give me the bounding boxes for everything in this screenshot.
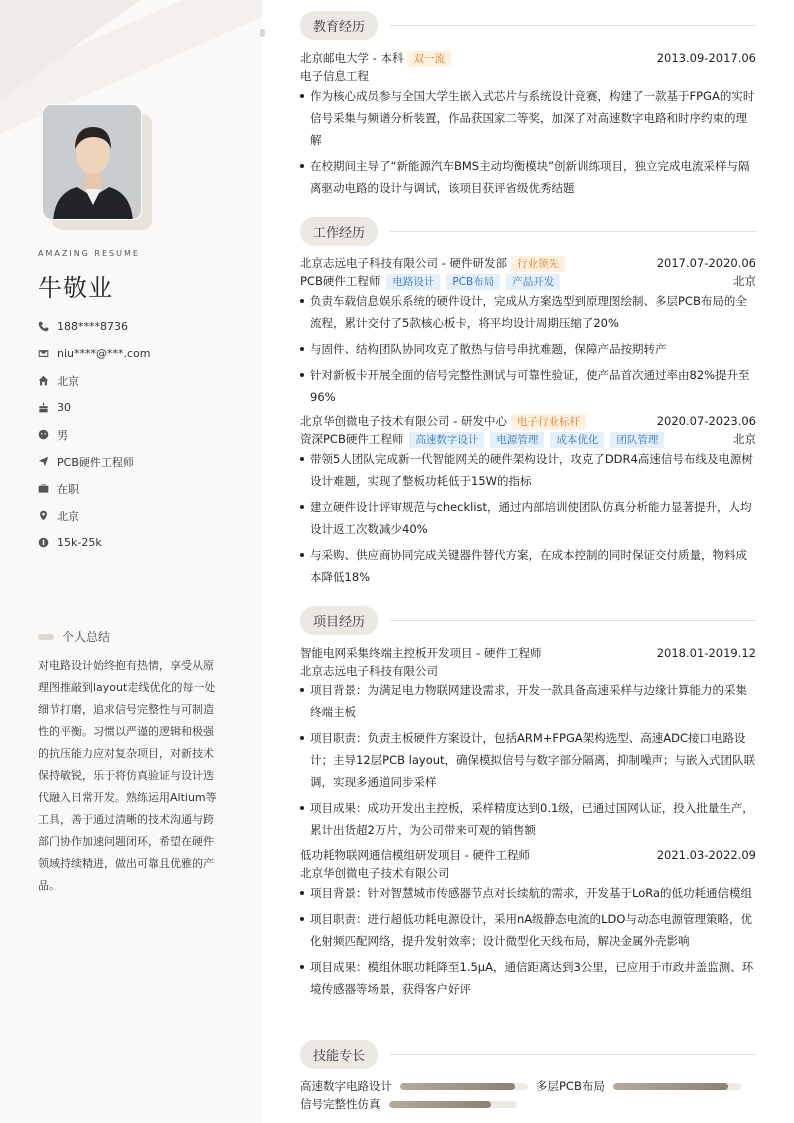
education-bullets [300,85,756,203]
skill-bar [400,1083,528,1090]
list-item: 项目成果：模组休眠功耗降至1.5μA，通信距离达到3公里，已应用于市政井盖监测、环境传感器等场景，获得客户好评 [300,956,756,1000]
list-item: 针对新板卡开展全面的信号完整性测试与可靠性验证，使产品首次通过率由82%提升至96% [300,364,756,408]
location-icon [38,510,49,521]
section-title: 教育经历 [300,11,378,40]
avatar [42,104,142,220]
job-header [300,254,756,272]
section-work [300,217,756,245]
info-status [38,475,151,502]
project-name: 智能电网采集终端主控板开发项目 - 硬件工程师 [300,646,542,660]
company-tag: 行业领先 [511,256,565,272]
job-role-row [300,430,756,448]
company-name: 北京志远电子科技有限公司 - 硬件研发部 [300,256,507,270]
candidate-name: 牛敬业 [38,274,113,302]
job-city: 北京 [733,274,756,288]
decorative-dot [260,29,265,37]
home-icon [38,375,49,386]
skill-item [300,1096,517,1112]
divider [390,25,756,26]
skill-tag: 电源管理 [490,432,544,448]
mail-icon [38,348,49,359]
skill-bar-fill [389,1101,491,1108]
decorative-triangle [0,0,140,100]
divider [390,620,756,621]
skill-tag: 成本优化 [550,432,604,448]
section-title: 项目经历 [300,606,378,635]
info-text: 北京 [57,374,79,388]
school-tag: 双一流 [407,51,451,67]
school-name: 北京邮电大学 - 本科 [300,51,404,65]
heading-bar [38,634,54,640]
project-period: 2018.01-2019.12 [656,646,756,660]
info-residence [38,367,151,394]
list-item: 在校期间主导了“新能源汽车BMS主动均衡模块”创新训练项目，独立完成电流采样与隔离驱动电路的设计与调试，该项目获评省级优秀结题 [300,155,756,199]
info-text: 男 [57,428,68,442]
job-bullets [300,290,756,412]
list-item: 与采购、供应商协同完成关键器件替代方案，在成本控制的同时保证交付质量，物料成本降低18% [300,544,756,588]
project-company: 北京志远电子科技有限公司 [300,664,438,678]
skill-bar-fill [613,1083,728,1090]
project-period: 2021.03-2022.09 [656,848,756,862]
education-header [300,49,756,67]
section-skills [300,1040,756,1068]
summary-heading [38,628,110,645]
list-item: 项目职责：负责主板硬件方案设计，包括ARM+FPGA架构选型、高速ADC接口电路设计；主导12层PCB layout，确保模拟信号与数字部分隔离，抑制噪声；与嵌入式团队联调，实现多通道同步采样 [300,727,756,793]
skill-tag: PCB布局 [446,274,500,290]
company-tag: 电子行业标杆 [511,414,586,430]
project-name: 低功耗物联网通信模组研发项目 - 硬件工程师 [300,848,530,862]
info-phone [38,313,151,340]
info-text: 15k-25k [57,536,102,549]
info-salary [38,529,151,556]
skill-tag: 电路设计 [386,274,440,290]
job-bullets [300,448,756,592]
education-period: 2013.09-2017.06 [656,51,756,65]
skill-item [536,1078,741,1094]
list-item: 项目背景：针对智慧城市传感器节点对长续航的需求，开发基于LoRa的低功耗通信模组 [300,882,756,904]
tagline: AMAZING RESUME [38,249,140,258]
list-item: 负责车载信息娱乐系统的硬件设计，完成从方案选型到原理图绘制、多层PCB布局的全流程，累计交付了5款核心板卡，将平均设计周期压缩了20% [300,290,756,334]
gender-icon [38,429,49,440]
job-period: 2020.07-2023.06 [656,414,756,428]
info-gender [38,421,151,448]
info-text: 188****8736 [57,320,128,333]
info-text: PCB硬件工程师 [57,455,134,469]
job-period: 2017.07-2020.06 [656,256,756,270]
summary-title: 个人总结 [62,630,111,644]
section-title: 技能专长 [300,1040,378,1069]
section-title: 工作经历 [300,217,378,246]
company-name: 北京华创微电子技术有限公司 - 研发中心 [300,414,507,428]
job-role: PCB硬件工程师 [300,274,381,288]
avatar-photo [43,105,142,220]
list-item: 与固件、结构团队协同攻克了散热与信号串扰难题，保障产品按期转产 [300,338,756,360]
list-item: 项目成果：成功开发出主控板，采样精度达到0.1级，已通过国网认证，投入批量生产，累计出货超2万片，为公司带来可观的销售额 [300,797,756,841]
info-text: 30 [57,401,71,414]
phone-icon [38,321,49,332]
skill-bar [613,1083,741,1090]
skill-item [300,1078,528,1094]
info-position [38,448,151,475]
briefcase-icon [38,483,49,494]
skill-bar-fill [400,1083,515,1090]
list-item: 项目背景：为满足电力物联网建设需求，开发一款具备高速采样与边缘计算能力的采集终端主板 [300,679,756,723]
project-bullets [300,882,756,1004]
skill-bar [389,1101,517,1108]
job-role: 资深PCB硬件工程师 [300,432,404,446]
info-age [38,394,151,421]
divider [390,1054,756,1055]
list-item: 项目职责：进行超低功耗电源设计，采用nA级静态电流的LDO与动态电源管理策略，优化射频匹配网络，提升发射效率；设计微型化天线布局，解决金属外壳影响 [300,908,756,952]
job-role-row [300,272,756,290]
project-bullets [300,679,756,845]
job-city: 北京 [733,432,756,446]
skill-tag: 高速数字设计 [409,432,484,448]
major: 电子信息工程 [300,69,369,83]
list-item: 带领5人团队完成新一代智能网关的硬件架构设计，攻克了DDR4高速信号布线及电源树设计难题，实现了整板功耗低于15W的指标 [300,448,756,492]
skill-name: 信号完整性仿真 [300,1097,381,1111]
divider [390,231,756,232]
info-text: 在职 [57,482,79,496]
project-header [300,846,756,864]
section-education [300,11,756,39]
skill-name: 多层PCB布局 [536,1079,605,1093]
cake-icon [38,402,49,413]
skill-name: 高速数字电路设计 [300,1079,392,1093]
salary-icon [38,537,49,548]
project-header [300,644,756,662]
contact-info [38,313,151,556]
info-email [38,340,151,367]
list-item: 作为核心成员参与全国大学生嵌入式芯片与系统设计竞赛，构建了一款基于FPGA的实时信号采集与频谱分析装置，作品获国家二等奖，加深了对高速数字电路和时序约束的理解 [300,85,756,151]
summary-text: 对电路设计始终抱有热情，享受从原理图推敲到layout走线优化的每一处细节打磨，追求信号完整性与可制造性的平衡。习惯以严谨的逻辑和极强的抗压能力应对复杂项目，对新技术保持敏锐，乐于将仿真验证与设计迭代融入日常开发。熟练运用Altium等工具，善于通过清晰的技术沟通与跨部门协作加速问题闭环，希望在硬件领域持续精进，做出可靠且优雅的产品。 [38,659,217,892]
send-icon [38,456,49,467]
skill-tag: 产品开发 [506,274,560,290]
info-text: 北京 [57,509,79,523]
skill-tag: 团队管理 [610,432,664,448]
info-text: niu****@***.com [57,347,151,360]
job-header [300,412,756,430]
list-item: 建立硬件设计评审规范与checklist，通过内部培训使团队仿真分析能力显著提升，人均设计返工次数减少40% [300,496,756,540]
project-company: 北京华创微电子技术有限公司 [300,866,450,880]
info-city [38,502,151,529]
section-projects [300,606,756,634]
